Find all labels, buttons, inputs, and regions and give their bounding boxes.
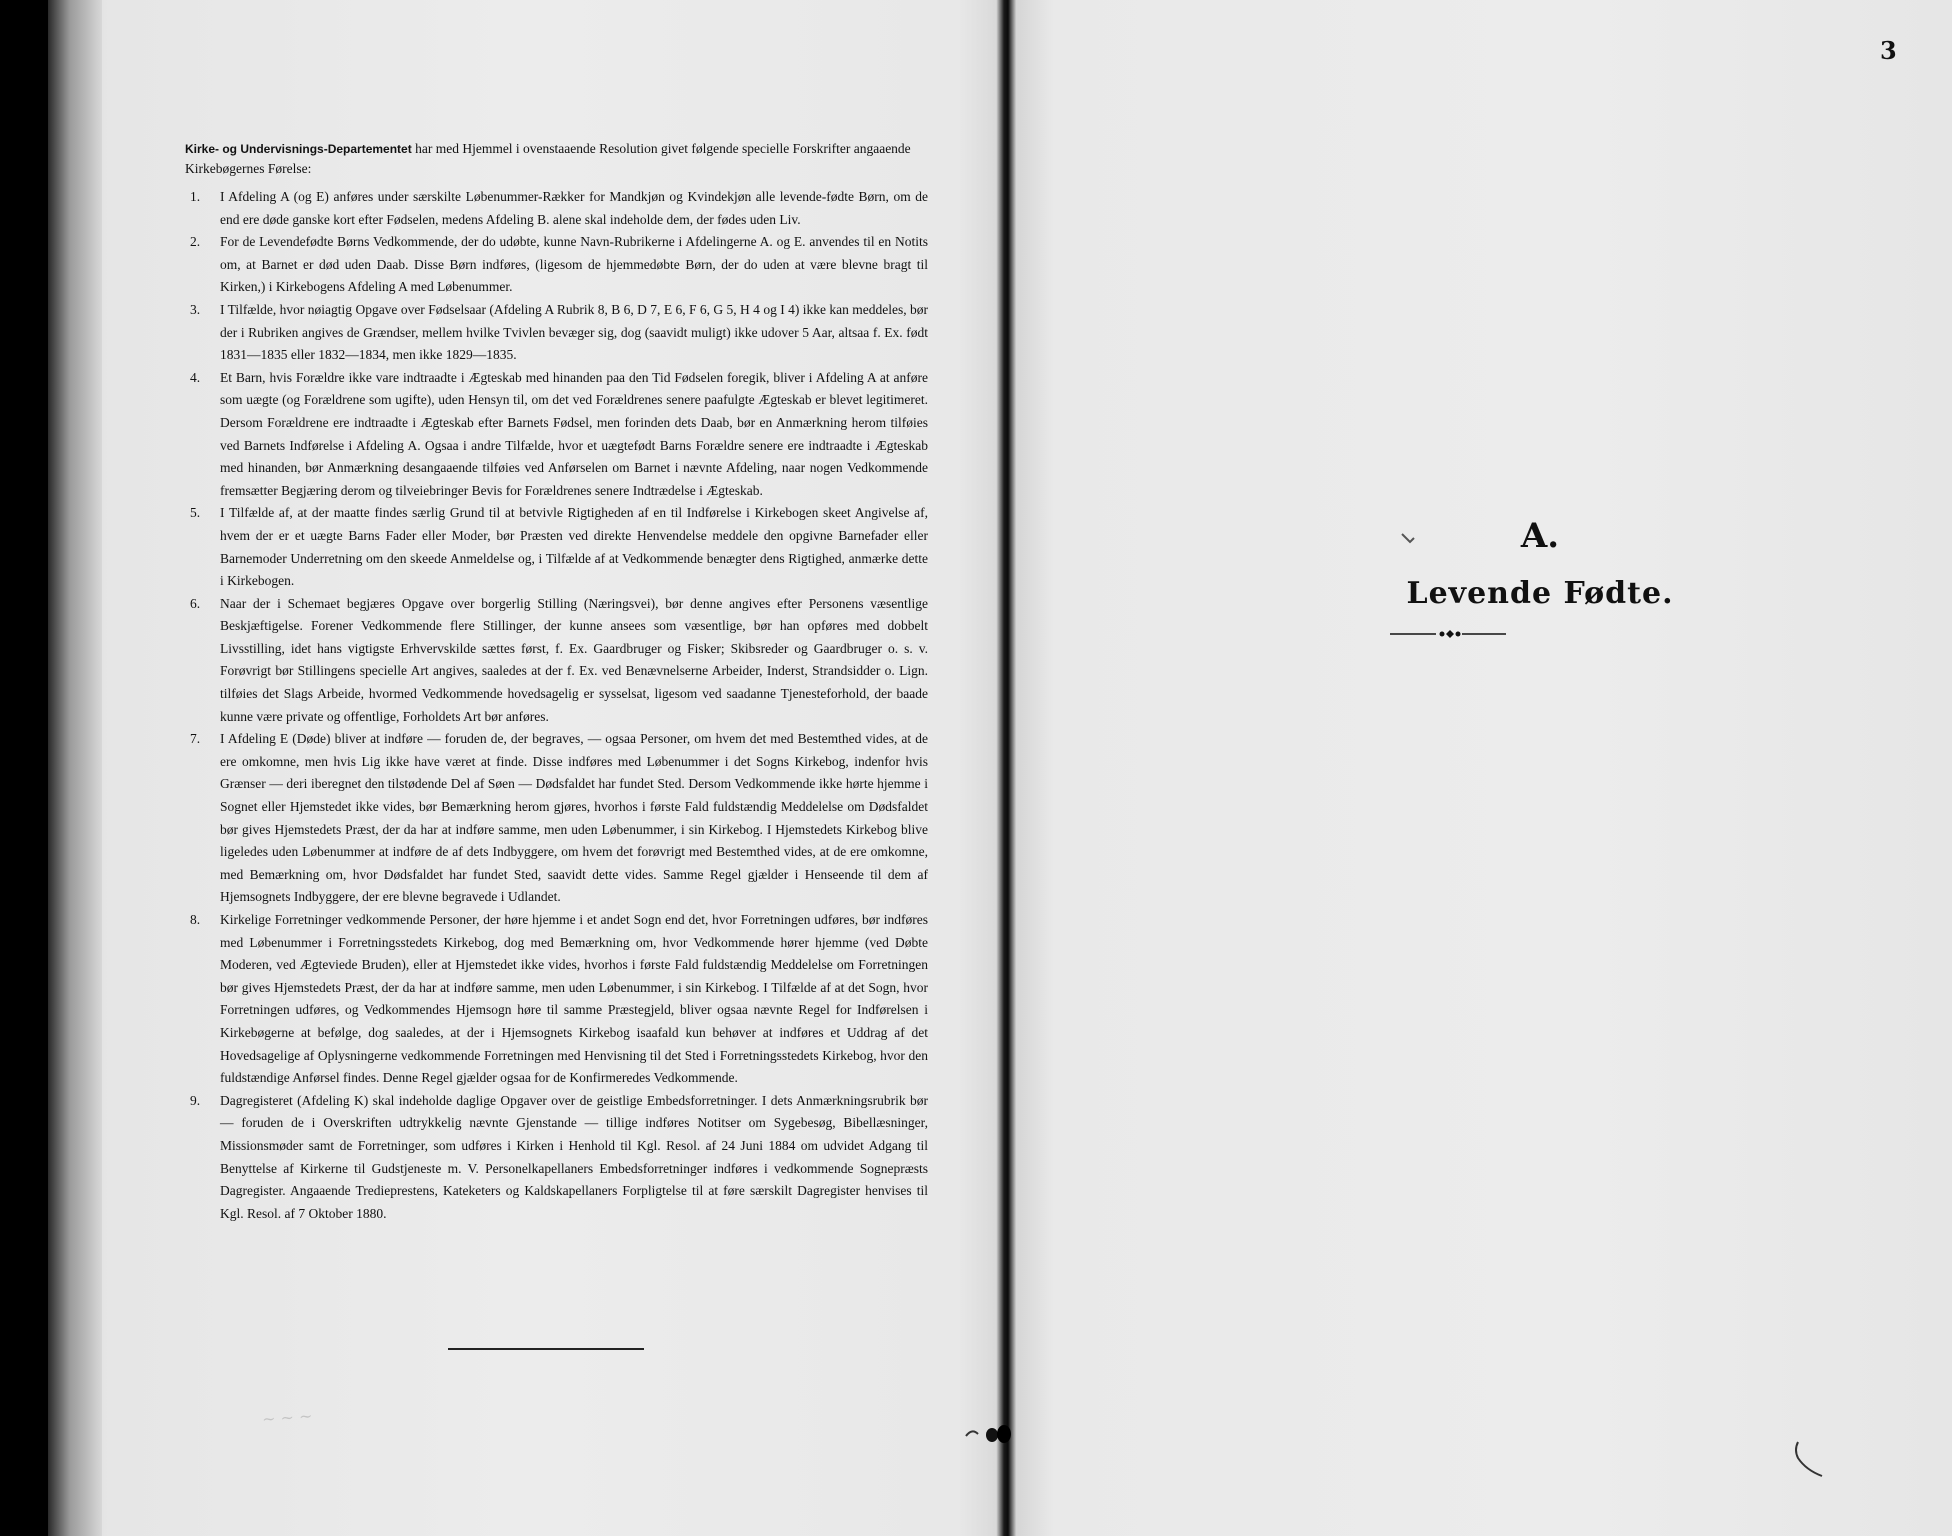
section-letter: A.	[1520, 516, 1560, 556]
section-title: Levende Fødte.	[1406, 576, 1674, 611]
rule-number: 2.	[190, 234, 201, 250]
rule-item	[190, 593, 928, 729]
rule-item	[190, 231, 928, 299]
rule-number: 9.	[190, 1092, 201, 1108]
rule-number: 4.	[190, 369, 201, 385]
intro-text: har med Hjemmel i ovenstaaende Resolution givet følgende specielle Forskrifter angaaende Kirkebøgernes Førelse:	[185, 141, 911, 176]
rule-text: Naar der i Schemaet begjæres Opgave over borgerlig Stilling (Næringsvei), bør denne angives efter Personens væsentlige Beskjæftigelse. Forener Vedkommende flere Stillinger, der kunne ansees som væsentlige, bør han opføres med dobbelt Livsstilling, idet hans vigtigste Erhvervskilde sættes først, f. Ex. Gaardbruger og Fisker; Skibsreder og Gaardbruger o. s. v. Forøvrigt bør Stillingens specielle Art angives, saaledes at der f. Ex. ved Benævnelserne Arbeider, Inderst, Strandsidder o. Lign. tilføies det Slags Arbeide, hvormed Vedkommende hovedsagelig er sysselsat, ligesom ved saadanne Tjenesteforhold, der baade kunne være private og offentlige, Forholdets Art bør anføres.	[220, 595, 928, 724]
rule-number: 6.	[190, 595, 201, 611]
rule-number: 7.	[190, 731, 201, 747]
ornament-divider-icon	[1390, 628, 1506, 640]
pencil-corner-mark-icon	[1792, 1440, 1832, 1480]
right-page	[1014, 0, 1952, 1536]
page-number: 3	[1880, 36, 1897, 65]
rules-list	[190, 186, 928, 1225]
rule-item	[190, 909, 928, 1090]
rule-text: Kirkelige Forretninger vedkommende Personer, der høre hjemme i et andet Sogn end det, hvor Forretningen udføres, bør indføres med Løbenummer i Forretningsstedets Kirkebog, dog med Bemærkning om, hvor Vedkommende hører hjemme (ved Døbte Moderen, ved Ægteviede Bruden), eller at Hjemstedet ikke vides, hvorhos i første Fald fuldstændig Meddelelse om Forretningen bør gives Hjemstedets Præst, der da har at indføre samme, men uden Løbenummer, i sin Kirkebog. I Tilfælde af at det Sogn, hvor Forretningen udføres, og Vedkommendes Hjemsogn høre til samme Præstegjeld, bliver ogsaa nævnte Regel for Indførelsen i Kirkebøgerne at befølge, dog saaledes, at der i Hjemsognets Kirkebog isaafald kun behøver at indføres et Uddrag af det Hovedsagelige af Oplysningerne vedkommende Forretningen med Henvisning til det Sted i Forretningsstedets Kirkebog, hvor den fuldstændige Anførsel findes. Denne Regel gjælder ogsaa for de Konfirmeredes Vedkommende.	[220, 912, 928, 1086]
rule-item	[190, 299, 928, 367]
rule-text: I Tilfælde af, at der maatte findes særlig Grund til at betvivle Rigtigheden af en til Indførelse i Kirkebogen skeet Angivelse af, hvem der er et uægte Barns Fader eller Moder, bør Præsten ved direkte Henvendelse meddele den opgivne Barnefader eller Barnemoder Underretning om den skeede Anmeldelse og, i Tilfælde af at Vedkommende benægter dens Rigtighed, anmærke dette i Kirkebogen.	[220, 505, 928, 589]
closing-rule	[448, 1348, 644, 1350]
book-gutter	[996, 0, 1016, 1536]
rule-item	[190, 1090, 928, 1226]
rule-number: 5.	[190, 505, 201, 521]
book-edge	[48, 0, 102, 1536]
faint-handwriting: ~ ~ ~	[261, 1406, 313, 1429]
rule-text: Dagregisteret (Afdeling K) skal indeholde daglige Opgaver over de geistlige Embedsforretninger. I dets Anmærkningsrubrik bør — foruden de i Overskriften udtrykkelig nævnte Gjenstande — tillige indføres Notitser om Sygebesøg, Bibellæsninger, Missionsmøder samt de Forretninger, som udføres i Kirken i Henhold til Kgl. Resol. af 24 Juni 1884 om udvidet Adgang til Benyttelse af Kirkerne til Gudstjeneste m. V. Personelkapellaners Embedsforretninger indføres i vedkommende Sognepræsts Dagregister. Angaaende Tredieprestens, Kateketers og Kaldskapellaners Forpligtelse til at føre særskilt Dagregister henvises til Kgl. Resol. af 7 Oktober 1880.	[220, 1092, 928, 1221]
rule-item	[190, 728, 928, 909]
rule-number: 8.	[190, 912, 201, 927]
rule-text: I Afdeling E (Døde) bliver at indføre — foruden de, der begraves, — ogsaa Personer, om hvem det med Bestemthed vides, at de ere omkomne, men hvis Lig ikke have været at finde. Disse indføres med Løbenummer i det Sogns Kirkebog, indenfor hvis Grænser — deri iberegnet den tilstødende Del af Søen — Dødsfaldet har fundet Sted. Dersom Vedkommende ikke hørte hjemme i Sognet eller Hjemstedet ikke vides, bør Bemærkning herom gjøres, hvorhos i første Fald fuldstændig Meddelelse om Dødsfaldet bør gives Hjemstedets Præst, der da har at indføre samme, men uden Løbenummer, i sin Kirkebog. I Hjemstedets Kirkebog blive ligeledes uden Løbenummer at indføre de af dets Indbyggere, om hvem det forøvrigt med Bestemthed vides, at de ere omkomne, med Bemærkning om, hvor Dødsfaldet har fundet Sted, saavidt dette vides. Samme Regel gjælder i Henseende til dem af Hjemsognets Indbyggere, der ere blevne begravede i Udlandet.	[220, 731, 928, 905]
rule-number: 3.	[190, 301, 201, 317]
rule-text: For de Levendefødte Børns Vedkommende, der do udøbte, kunne Navn-Rubrikerne i Afdelingerne A. og E. anvendes til en Notits om, at Barnet er død uden Daab. Disse Børn indføres, (ligesom de hjemmedøbte Børn, der do uden at være blevne bragt til Kirken,) i Kirkebogens Afdeling A med Løbenummer.	[220, 234, 928, 295]
department-name: Kirke- og Undervisnings-Departementet	[185, 142, 412, 156]
rule-item	[190, 367, 928, 503]
rule-text: I Afdeling A (og E) anføres under særskilte Løbenummer-Rækker for Mandkjøn og Kvindekjøn alle levende-fødte Børn, om de end ere døde ganske kort efter Fødselen, medens Afdeling B. alene skal indeholde dem, der fødes uden Liv.	[220, 189, 928, 227]
rule-item	[190, 186, 928, 231]
ink-blot-icon	[964, 1422, 1014, 1448]
rule-text: Et Barn, hvis Forældre ikke vare indtraadte i Ægteskab med hinanden paa den Tid Fødselen foregik, bliver i Afdeling A at anføre som uægte (og Forældrene som ugifte), uden Hensyn til, om det ved Forældrenes senere paafulgte Ægteskab er blevet legitimeret. Dersom Forældrene ere indtraadte i Ægteskab efter Barnets Fødsel, men forinden dets Daab, bør en Anmærkning herom tilføies ved Barnets Indførelse i Afdeling A. Ogsaa i andre Tilfælde, hvor et uægtefødt Barns Forældre senere ere indtraadte i Ægteskab med hinanden, bør Anmærkning desangaaende tilføies ved Anførselen om Barnet i nævnte Afdeling, naar nogen Vedkommende fremsætter Begjæring derom og tilveiebringer Bevis for Forældrenes senere Indtrædelse i Ægteskab.	[220, 369, 928, 498]
rule-number: 1.	[190, 189, 201, 204]
rule-item	[190, 502, 928, 592]
rule-text: I Tilfælde, hvor nøiagtig Opgave over Fødselsaar (Afdeling A Rubrik 8, B 6, D 7, E 6, F 6, G 5, H 4 og I 4) ikke kan meddeles, bør der i Rubriken angives de Grændser, mellem hvilke Tvivlen bevæger sig, dog (saavidt muligt) ikke udover 5 Aar, altsaa f. Ex. født 1831—1835 eller 1832—1834, men ikke 1829—1835.	[220, 301, 928, 363]
intro-paragraph	[185, 139, 925, 179]
